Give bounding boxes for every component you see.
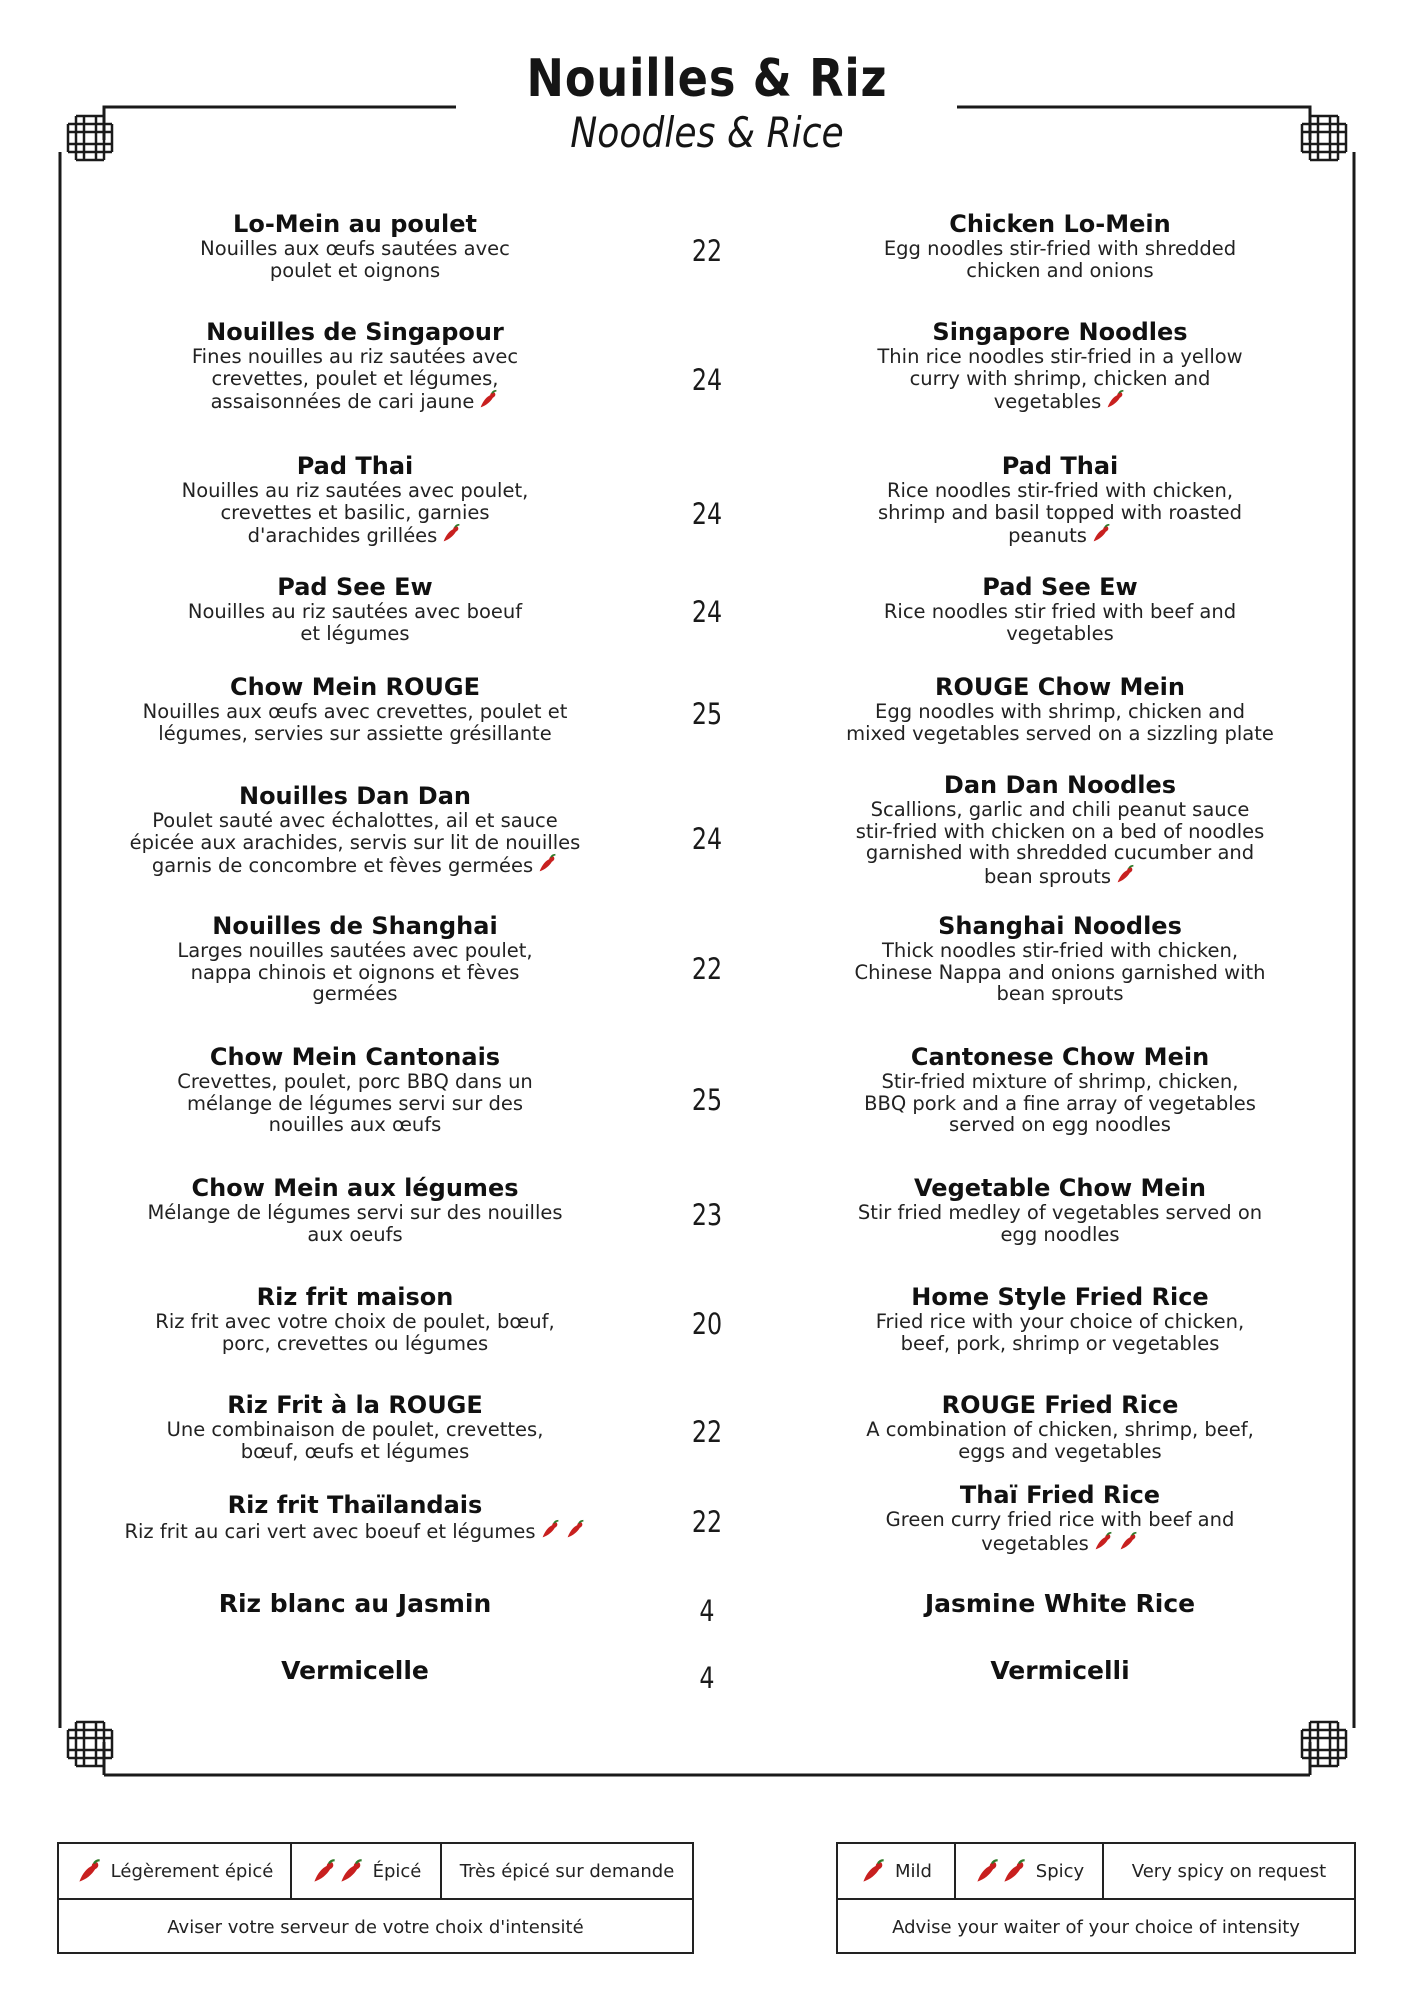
description-text: porc, crevettes ou légumes — [221, 1331, 489, 1355]
item-french — [100, 673, 610, 744]
chili-icon — [1091, 523, 1112, 549]
description-text: peanuts — [1008, 524, 1087, 547]
item-name: Nouilles Dan Dan — [238, 782, 472, 810]
item-name: Pad See Ew — [982, 573, 1138, 601]
page-title-fr: Nouilles & Riz — [526, 49, 888, 109]
item-english — [805, 452, 1315, 549]
item-description-line — [805, 983, 1315, 1005]
description-text: crevettes, poulet et légumes, — [211, 366, 499, 390]
item-description-line — [100, 480, 610, 502]
item-description-line — [100, 701, 610, 723]
item-description-line — [805, 480, 1315, 502]
legend-very-spicy-fr — [442, 1844, 692, 1898]
description-text: Rice noodles stir-fried with chicken, — [886, 479, 1234, 502]
item-price: 24 — [691, 595, 723, 629]
item-price: 24 — [691, 822, 723, 856]
item-price: 22 — [691, 1505, 723, 1539]
chili-icon — [1118, 1531, 1139, 1557]
item-name: Riz frit maison — [256, 1283, 454, 1311]
description-text: garnished with shredded cucumber and — [865, 841, 1255, 864]
item-name: Chicken Lo-Mein — [949, 210, 1171, 238]
item-name: Thaï Fried Rice — [959, 1481, 1161, 1509]
item-name: Lo-Mein au poulet — [233, 210, 477, 238]
description-text: vegetables — [1006, 621, 1114, 645]
item-description-line — [805, 1509, 1315, 1531]
item-french — [100, 912, 610, 1005]
item-name: Home Style Fried Rice — [911, 1283, 1209, 1311]
description-text: nappa chinois et oignons et fèves — [190, 960, 520, 984]
item-description-line — [100, 502, 610, 524]
description-text: assaisonnées de cari jaune — [210, 390, 475, 413]
item-name: Vermicelli — [990, 1656, 1130, 1685]
description-text: et légumes — [300, 621, 410, 645]
item-description-line — [805, 260, 1315, 282]
description-text: bean sprouts — [983, 864, 1112, 888]
item-description-line — [100, 940, 610, 962]
chili-icon — [860, 1858, 887, 1885]
item-french — [100, 1391, 610, 1462]
description-text: Fried rice with your choice of chicken, — [875, 1310, 1245, 1333]
description-text: Nouilles au riz sautées avec poulet, — [181, 479, 529, 502]
legend-mild-label: Légèrement épicé — [110, 1860, 274, 1882]
item-name: ROUGE Chow Mein — [934, 673, 1185, 701]
item-description-line — [100, 623, 610, 645]
item-description-line — [100, 1311, 610, 1333]
item-description-line — [100, 1071, 610, 1093]
item-description-line — [100, 601, 610, 623]
item-name: Pad Thai — [296, 452, 414, 480]
legend-very-spicy-en — [1104, 1844, 1354, 1898]
item-name: Shanghai Noodles — [938, 912, 1182, 940]
chili-icon — [540, 1519, 561, 1545]
item-english — [805, 1043, 1315, 1136]
item-english — [805, 673, 1315, 744]
item-english — [805, 210, 1315, 281]
legend-spicy-label: Spicy — [1035, 1860, 1085, 1882]
description-text: A combination of chicken, shrimp, beef, — [866, 1418, 1254, 1441]
item-french — [100, 210, 610, 281]
item-name: Cantonese Chow Mein — [910, 1043, 1210, 1071]
item-french — [100, 318, 610, 415]
description-text: Une combinaison de poulet, crevettes, — [166, 1418, 544, 1441]
item-french — [100, 452, 610, 549]
description-text: egg noodles — [1000, 1222, 1120, 1246]
description-text: bean sprouts — [996, 982, 1124, 1005]
item-description-line — [100, 1202, 610, 1224]
legend-very-spicy-label: Very spicy on request — [1131, 1860, 1327, 1882]
legend-mild-en — [838, 1844, 956, 1898]
description-text: Scallions, garlic and chili peanut sauce — [870, 798, 1250, 821]
description-text: beef, pork, shrimp or vegetables — [900, 1331, 1220, 1355]
chili-icon — [478, 389, 499, 415]
description-text: poulet et oignons — [269, 258, 441, 282]
item-english — [805, 318, 1315, 415]
item-description-line — [805, 842, 1315, 864]
item-price: 23 — [691, 1198, 723, 1232]
description-text: mixed vegetables served on a sizzling plate — [846, 721, 1274, 745]
description-text: Poulet sauté avec échalottes, ail et sauce — [152, 809, 558, 832]
description-text: nouilles aux œufs — [268, 1113, 442, 1136]
item-description-line — [100, 853, 610, 879]
item-description-line — [805, 962, 1315, 984]
item-description-line — [100, 260, 610, 282]
item-english — [805, 1174, 1315, 1245]
legend-note-fr: Aviser votre serveur de votre choix d'intensité — [167, 1916, 584, 1938]
item-name: Chow Mein ROUGE — [229, 673, 480, 701]
item-french — [100, 1590, 610, 1618]
description-text: garnis de concombre et fèves germées — [151, 854, 534, 877]
item-description-line — [100, 962, 610, 984]
item-description-line — [805, 864, 1315, 890]
item-description-line — [100, 238, 610, 260]
legend-spicy-label: Épicé — [372, 1860, 422, 1882]
description-text: aux oeufs — [307, 1222, 403, 1246]
description-text: eggs and vegetables — [958, 1439, 1162, 1463]
item-name: Vegetable Chow Mein — [914, 1174, 1206, 1202]
description-text: vegetables — [981, 1531, 1089, 1555]
item-name: Vermicelle — [281, 1656, 429, 1685]
item-french — [100, 573, 610, 644]
item-english — [805, 912, 1315, 1005]
description-text: Nouilles aux œufs avec crevettes, poulet et — [142, 700, 568, 723]
item-french — [100, 1491, 610, 1545]
item-description-line — [805, 368, 1315, 390]
item-description-line — [805, 389, 1315, 415]
item-description-line — [805, 1093, 1315, 1115]
item-french — [100, 1043, 610, 1136]
description-text: Thin rice noodles stir-fried in a yellow — [877, 345, 1243, 368]
item-description-line — [100, 832, 610, 854]
legend-mild-label: Mild — [895, 1860, 932, 1882]
item-english — [805, 771, 1315, 889]
description-text: Egg noodles with shrimp, chicken and — [875, 700, 1245, 723]
description-text: Crevettes, poulet, porc BBQ dans un — [177, 1070, 533, 1093]
chili-icon — [76, 1858, 103, 1885]
description-text: Stir fried medley of vegetables served on — [857, 1201, 1263, 1224]
item-english — [805, 573, 1315, 644]
item-french — [100, 1657, 610, 1685]
item-description-line — [805, 723, 1315, 745]
item-description-line — [100, 1419, 610, 1441]
item-name: Jasmine White Rice — [924, 1589, 1196, 1618]
description-text: Larges nouilles sautées avec poulet, — [177, 939, 533, 962]
item-description-line — [805, 502, 1315, 524]
item-name: Dan Dan Noodles — [943, 771, 1177, 799]
item-description-line — [805, 1441, 1315, 1463]
chili-icon — [311, 1858, 365, 1885]
item-name: Nouilles de Singapour — [206, 318, 504, 346]
description-text: Rice noodles stir fried with beef and — [883, 600, 1237, 623]
item-price: 20 — [691, 1307, 723, 1341]
description-text: Chinese Nappa and onions garnished with — [854, 960, 1266, 984]
description-text: curry with shrimp, chicken and — [909, 366, 1211, 390]
description-text: vegetables — [993, 390, 1102, 413]
description-text: Stir-fried mixture of shrimp, chicken, — [881, 1070, 1239, 1093]
description-text: germées — [312, 982, 398, 1005]
item-description-line — [805, 1224, 1315, 1246]
description-text: shrimp and basil topped with roasted — [877, 500, 1243, 524]
item-name: Riz Frit à la ROUGE — [227, 1391, 483, 1419]
item-price: 25 — [691, 1083, 723, 1117]
item-description-line — [805, 1419, 1315, 1441]
item-description-line — [805, 821, 1315, 843]
item-description-line — [100, 983, 610, 1005]
description-text: Mélange de légumes servi sur des nouilles — [147, 1201, 563, 1224]
item-name: Riz blanc au Jasmin — [218, 1589, 492, 1618]
item-price: 22 — [691, 1415, 723, 1449]
item-description-line — [100, 368, 610, 390]
item-english — [805, 1391, 1315, 1462]
item-description-line — [805, 1531, 1315, 1557]
chili-icon — [537, 853, 558, 879]
item-name: ROUGE Fried Rice — [941, 1391, 1179, 1419]
item-description-line — [805, 1202, 1315, 1224]
item-price: 4 — [699, 1594, 715, 1628]
item-description-line — [805, 1114, 1315, 1136]
legend-spicy-fr — [292, 1844, 442, 1898]
item-description-line — [805, 601, 1315, 623]
description-text: légumes, servies sur assiette grésillante — [158, 721, 552, 745]
item-price: 22 — [691, 234, 723, 268]
item-price: 25 — [691, 697, 723, 731]
item-french — [100, 782, 610, 879]
item-price: 24 — [691, 363, 723, 397]
legend-very-spicy-label: Très épicé sur demande — [459, 1860, 675, 1882]
item-description-line — [100, 1519, 610, 1545]
item-description-line — [100, 1114, 610, 1136]
description-text: chicken and onions — [966, 258, 1154, 282]
item-name: Riz frit Thaïlandais — [227, 1491, 483, 1519]
spice-legend-en — [836, 1842, 1356, 1954]
description-text: Riz frit au cari vert avec boeuf et légumes — [124, 1520, 536, 1543]
page-title-en: Noodles & Rice — [570, 108, 844, 157]
item-description-line — [805, 523, 1315, 549]
item-french — [100, 1283, 610, 1354]
description-text: served on egg noodles — [949, 1113, 1171, 1136]
item-description-line — [100, 1224, 610, 1246]
item-description-line — [100, 346, 610, 368]
item-description-line — [100, 723, 610, 745]
item-description-line — [805, 623, 1315, 645]
item-description-line — [805, 1311, 1315, 1333]
item-name: Singapore Noodles — [932, 318, 1188, 346]
spice-legend-fr — [57, 1842, 694, 1954]
item-description-line — [805, 1071, 1315, 1093]
item-name: Chow Mein aux légumes — [191, 1174, 519, 1202]
description-text: Nouilles aux œufs sautées avec — [200, 237, 510, 260]
item-description-line — [805, 701, 1315, 723]
item-name: Pad Thai — [1001, 452, 1119, 480]
description-text: Riz frit avec votre choix de poulet, bœuf, — [155, 1310, 555, 1333]
item-description-line — [100, 1093, 610, 1115]
description-text: Egg noodles stir-fried with shredded — [883, 237, 1237, 260]
description-text: crevettes et basilic, garnies — [220, 500, 490, 524]
item-name: Chow Mein Cantonais — [209, 1043, 501, 1071]
item-description-line — [100, 1441, 610, 1463]
item-description-line — [805, 346, 1315, 368]
item-description-line — [805, 238, 1315, 260]
chili-icon — [1115, 864, 1136, 890]
item-name: Pad See Ew — [277, 573, 433, 601]
item-price: 22 — [691, 952, 723, 986]
chili-icon — [1105, 389, 1126, 415]
item-english — [805, 1481, 1315, 1556]
item-french — [100, 1174, 610, 1245]
legend-spicy-en — [956, 1844, 1104, 1898]
description-text: BBQ pork and a fine array of vegetables — [864, 1091, 1256, 1115]
description-text: Nouilles au riz sautées avec boeuf — [187, 600, 523, 623]
item-price: 24 — [691, 497, 723, 531]
item-description-line — [100, 523, 610, 549]
item-description-line — [100, 1333, 610, 1355]
item-name: Nouilles de Shanghai — [212, 912, 498, 940]
item-description-line — [100, 810, 610, 832]
item-description-line — [805, 799, 1315, 821]
chili-icon — [1093, 1531, 1114, 1557]
legend-note-en: Advise your waiter of your choice of intensity — [892, 1916, 1300, 1938]
description-text: Fines nouilles au riz sautées avec — [191, 345, 519, 368]
description-text: mélange de légumes servi sur des — [187, 1091, 523, 1115]
legend-mild-fr — [59, 1844, 292, 1898]
description-text: bœuf, œufs et légumes — [240, 1439, 470, 1463]
chili-icon — [441, 523, 462, 549]
description-text: d'arachides grillées — [247, 524, 438, 547]
item-description-line — [805, 1333, 1315, 1355]
item-description-line — [100, 389, 610, 415]
description-text: Green curry fried rice with beef and — [885, 1508, 1235, 1531]
description-text: stir-fried with chicken on a bed of noodles — [855, 819, 1265, 843]
item-price: 4 — [699, 1661, 715, 1695]
description-text: épicée aux arachides, servis sur lit de nouilles — [129, 830, 581, 854]
item-english — [805, 1283, 1315, 1354]
item-english — [805, 1657, 1315, 1685]
item-description-line — [805, 940, 1315, 962]
chili-icon — [565, 1519, 586, 1545]
chili-icon — [974, 1858, 1028, 1885]
description-text: Thick noodles stir-fried with chicken, — [881, 939, 1239, 962]
item-english — [805, 1590, 1315, 1618]
